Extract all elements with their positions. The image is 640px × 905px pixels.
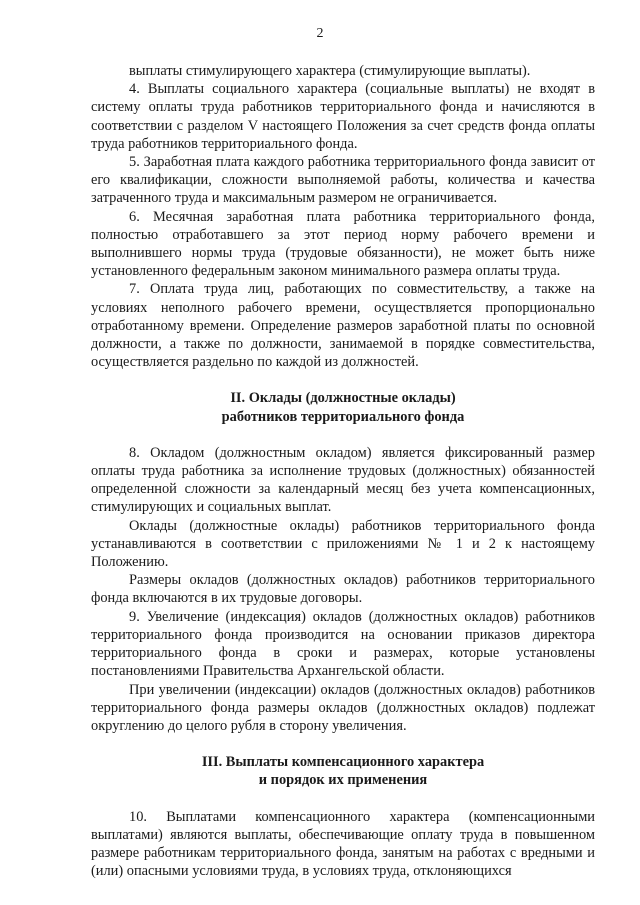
section-2-title-line-2: работников территориального фонда — [221, 408, 465, 425]
section-3-heading — [91, 753, 595, 789]
document-body — [91, 62, 595, 880]
paragraph-8-salaries-appendix: Оклады (должностные оклады) работников территориального фонда устанавливаются в соответствии с приложениями № 1 и 2 к настоящему Положению. — [91, 517, 595, 571]
section-2-title-line-1: II. Оклады (должностные оклады) — [230, 390, 456, 407]
paragraph-9: 9. Увеличение (индексация) окладов (должностных окладов) работников территориального фонда производится на основании приказов директора территориального фонда в сроки и размерах, которые установлены постановлениями Правительства Архангельской области. — [91, 608, 595, 680]
paragraph-5: 5. Заработная плата каждого работника территориального фонда зависит от его квалификации, сложности выполняемой работы, количества и качества затраченного труда и максимальным размером не ограничивается. — [91, 154, 595, 207]
section-3-title-line-1: III. Выплаты компенсационного характера — [201, 754, 485, 771]
paragraph-4: 4. Выплаты социального характера (социальные выплаты) не входят в систему оплаты труда работников территориального фонда и начисляются в соответствии с разделом V настоящего Положения за счет средств фонда оплаты труда работников территориального фонда. — [91, 81, 595, 152]
paragraph-10: 10. Выплатами компенсационного характера (компенсационными выплатами) являются выплаты, обеспечивающие оплату труда в повышенном размере работникам территориального фонда, занятым на работах с вредными и (или) опасными условиями труда, в условиях труда, отклоняющихся — [91, 808, 595, 880]
paragraph-8: 8. Окладом (должностным окладом) является фиксированный размер оплаты труда работника за исполнение трудовых (должностных) обязанностей определенной сложности за календарный месяц без учета компенсационных, стимулирующих и социальных выплат. — [91, 444, 595, 516]
section-2-heading — [91, 389, 595, 425]
paragraph-8-salaries-contracts: Размеры окладов (должностных окладов) работников территориального фонда включаются в их трудовые договоры. — [91, 572, 595, 607]
page-number: 2 — [316, 26, 324, 41]
paragraph-7: 7. Оплата труда лиц, работающих по совместительству, а также на условиях неполного рабочего времени, осуществляется пропорционально отработанному времени. Определение размеров заработной платы по основной должности, а также по должности, занимаемой в порядке совместительства, осуществляется раздельно по каждой из должностей. — [91, 281, 595, 371]
paragraph-9-rounding: При увеличении (индексации) окладов (должностных окладов) работников территориального фонда размеры окладов (должностных окладов) подлежат округлению до целого рубля в сторону увеличения. — [91, 681, 595, 734]
paragraph-6: 6. Месячная заработная плата работника территориального фонда, полностью отработавшего за этот период норму рабочего времени и выполнившего нормы труда (трудовые обязанности), не может быть ниже установленного федеральным законом минимального размера оплаты труда. — [91, 208, 595, 280]
paragraph-3-continuation: выплаты стимулирующего характера (стимулирующие выплаты). — [129, 63, 531, 79]
section-3-title-line-2: и порядок их применения — [258, 772, 428, 789]
